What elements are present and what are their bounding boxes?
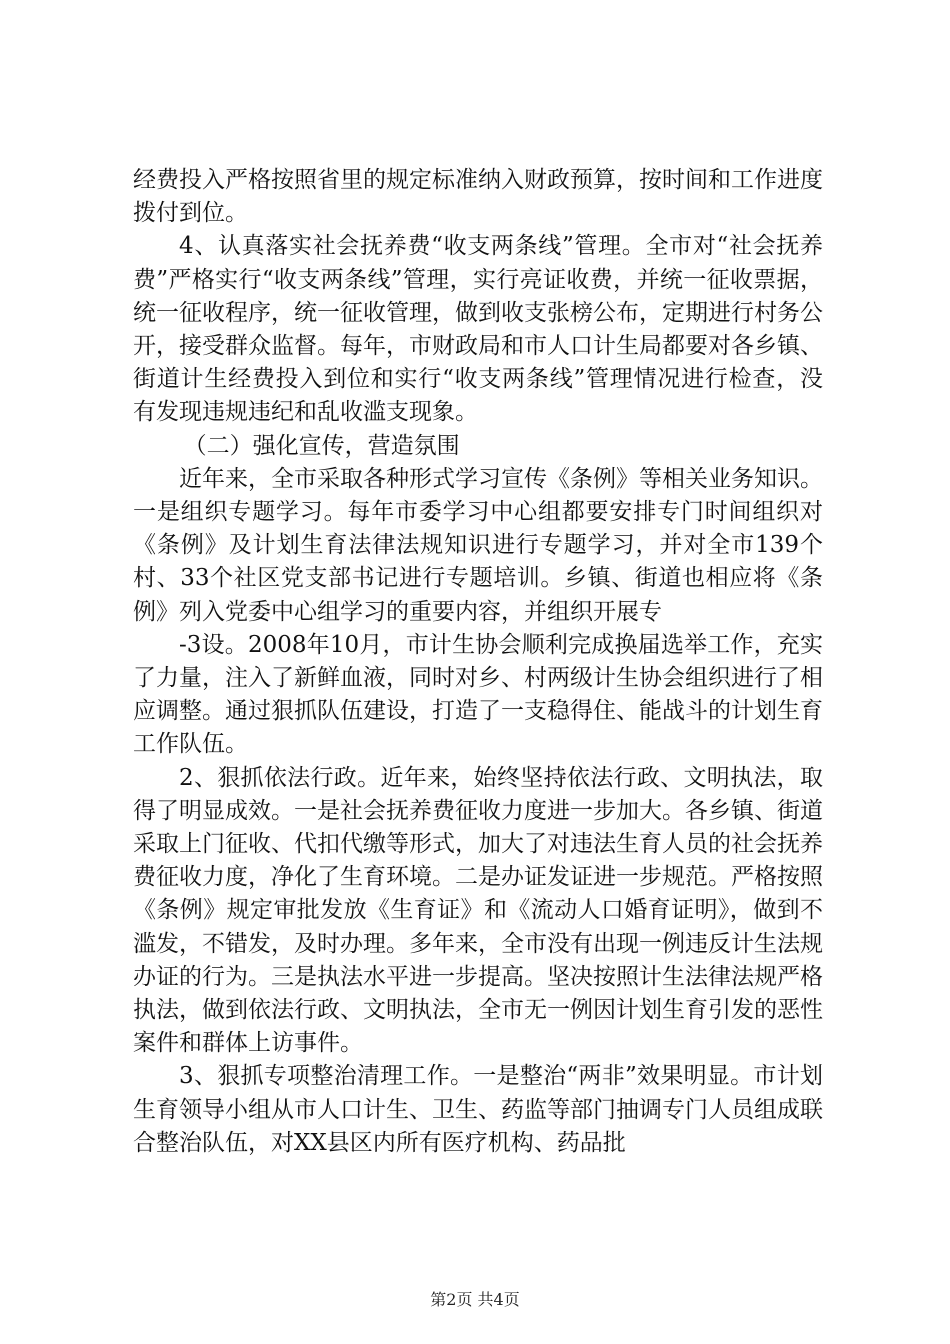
paragraph-law-enforcement: 2、狠抓依法行政。近年来，始终坚持依法行政、文明执法，取得了明显成效。一是社会抚养费征收力度进一步加大。各乡镇、街道采取上门征收、代扣代缴等形式，加大了对违法生育人员的社会抚养费征收力度，净化了生育环境。二是办证发证进一步规范。严格按照《条例》规定审批发放《生育证》和《流动人口婚育证明》，做到不滥发，不错发，及时办理。多年来，全市没有出现一例违反计生法规办证的行为。三是执法水平进一步提高。坚决按照计生法律法规严格执法，做到依法行政、文明执法，全市无一例因计划生育引发的恶性案件和群体上访事件。 <box>133 764 823 1057</box>
paragraph-study-publicity: 近年来，全市采取各种形式学习宣传《条例》等相关业务知识。一是组织专题学习。每年市委学习中心组都要安排专门时间组织对《条例》及计划生育法律法规知识进行专题学习，并对全市139个村、33个社区党支部书记进行专题培训。乡镇、街道也相应将《条例》列入党委中心组学习的重要内容，并组织开展专 <box>133 465 823 625</box>
section-heading-publicity: （二）强化宣传，营造氛围 <box>183 432 460 459</box>
document-body <box>133 164 823 1160</box>
paragraph-two-lines-management: 4、认真落实社会抚养费“收支两条线”管理。全市对“社会抚养费”严格实行“收支两条线”管理，实行亮证收费，并统一征收票据，统一征收程序，统一征收管理，做到收支张榜公布，定期进行村务公开，接受群众监督。每年，市财政局和市人口计生局都要对各乡镇、街道计生经费投入到位和实行“收支两条线”管理情况进行检查，没有发现违规违纪和乱收滥支现象。 <box>133 233 823 426</box>
paragraph-association-election: -3设。2008年10月，市计生协会顺利完成换届选举工作，充实了力量，注入了新鲜血液，同时对乡、村两级计生协会组织进行了相应调整。通过狠抓队伍建设，打造了一支稳得住、能战斗的计划生育工作队伍。 <box>133 631 823 758</box>
paragraph-special-rectification: 3、狠抓专项整治清理工作。一是整治“两非”效果明显。市计划生育领导小组从市人口计生、卫生、药监等部门抽调专门人员组成联合整治队伍，对XX县区内所有医疗机构、药品批 <box>133 1063 823 1156</box>
page-number-footer: 第2页 共4页 <box>430 1290 520 1309</box>
paragraph-funding: 经费投入严格按照省里的规定标准纳入财政预算，按时间和工作进度拨付到位。 <box>133 167 823 227</box>
